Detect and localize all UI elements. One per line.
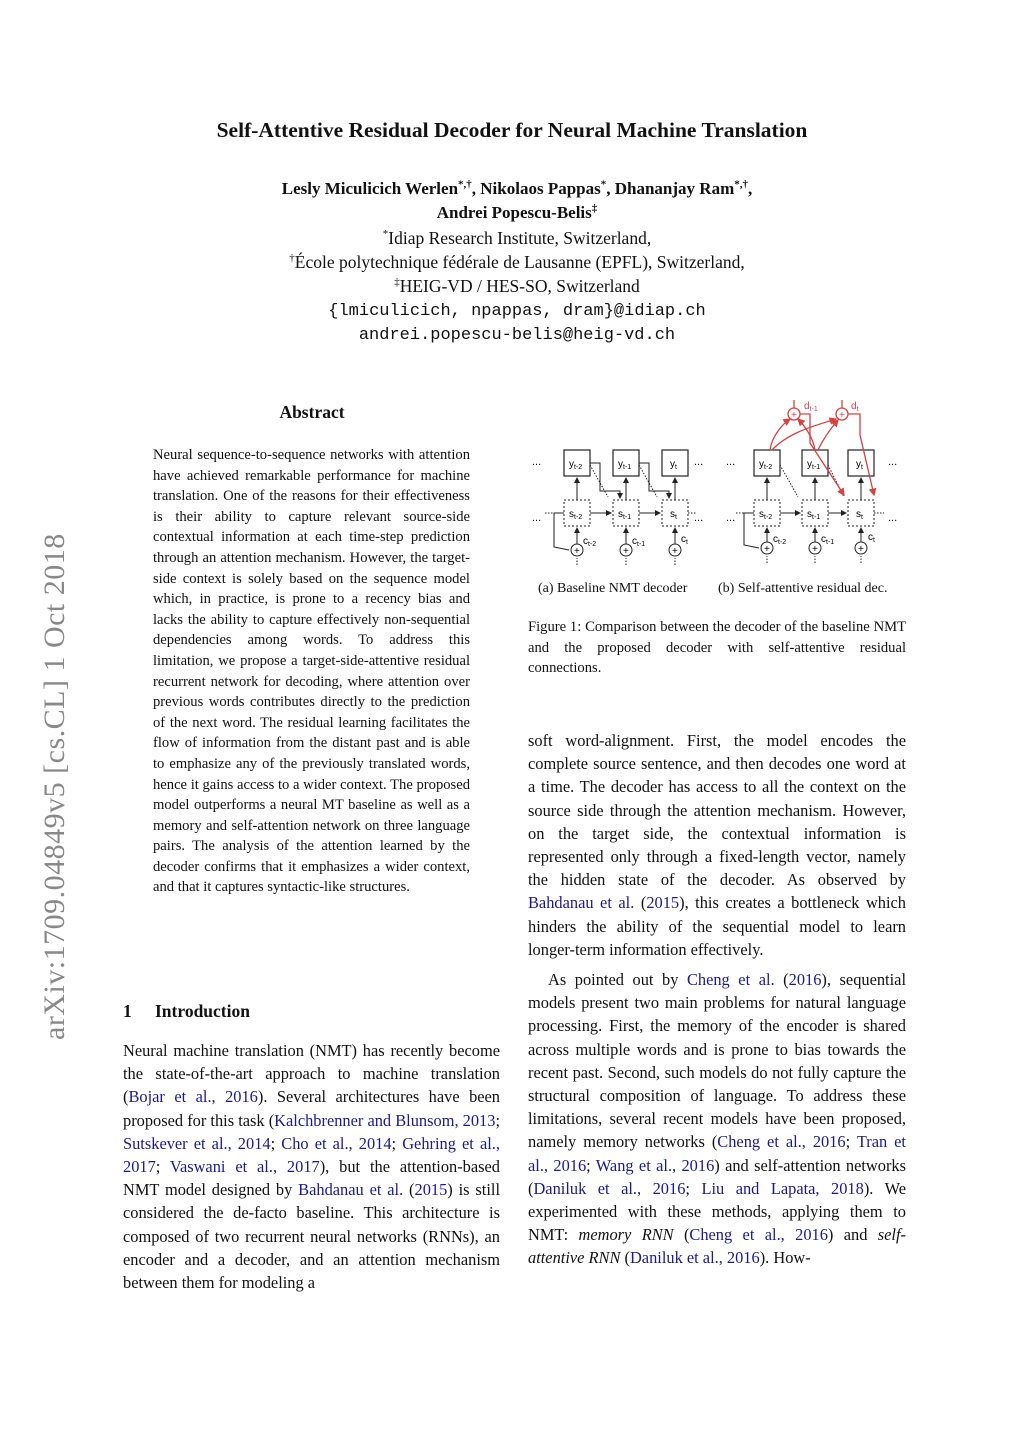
paper-title: Self-Attentive Residual Decoder for Neural Machine Translation	[216, 118, 808, 142]
text-run: ). We experimented with these methods, applying them to NMT:	[528, 1178, 906, 1245]
text-run: ;	[586, 1155, 596, 1175]
state-s-box	[662, 500, 688, 526]
output-y-box	[754, 450, 780, 476]
output-y-box	[613, 450, 639, 476]
text-run: ) and	[827, 1225, 878, 1245]
text-run: ), but the attention-based NMT model designed by	[123, 1157, 500, 1200]
citation-year-link[interactable]: 2015	[414, 1180, 448, 1200]
text-run: , sequential models present two main problems for natural language processing. First, the memory of the encoder is shared across multiple words and is prone to bias towards the recent past. Second, such models do not fully capture the structural composition of language. To address these limitations, several recent models have been proposed, namely memory networks (	[528, 970, 906, 1152]
text-run: Neural machine translation (NMT) has recently become the state-of-the-art approach to machine translation (	[123, 1041, 500, 1107]
text-run: As pointed out by	[548, 970, 687, 990]
author-name: , Dhananjay Ram	[606, 179, 735, 198]
affiliation-mark: *	[382, 228, 389, 241]
plus-sign: +	[672, 546, 678, 557]
y-label: $y_{t-2}$	[759, 459, 773, 471]
c-label: $c_{t-1}$	[821, 534, 835, 546]
subcaption-a: (a) Baseline NMT decoder	[538, 581, 688, 596]
paragraph: soft word-alignment. First, the model encodes the complete source sentence, and then decodes one word at a time. The decoder has access to all the context on the source side through the attention mechanism. However, on the target side, the contextual information is represented only through a fixed-length vector, namely the hidden state of the decoder. As observed by Bahdanau et al. (2015), this creates a bottleneck which hinders the ability of the sequential model to learn longer-term information effectively.	[528, 731, 906, 959]
author-mark: *,†	[458, 178, 472, 191]
text-run: ;	[495, 1110, 500, 1130]
text-run: (	[673, 1225, 690, 1245]
affiliation-1	[0, 226, 1024, 250]
text-run: ). Several architectures have been proposed for this task (	[123, 1087, 501, 1130]
affiliation-text: Idiap Research Institute, Switzerland,	[388, 228, 652, 248]
affiliation-mark: ‡	[394, 276, 400, 289]
emphasis: memory RNN	[578, 1225, 674, 1245]
plus-sign: +	[791, 410, 797, 421]
plus-sign: +	[812, 544, 818, 555]
abstract-text: Neural sequence-to-sequence networks with attention have achieved remarkable performance for machine translation. One of the reasons for their effectiveness is their ability to capture relevant source-side contextual information at each time-step prediction through an attention mechanism. However, the target-side context is solely based on the sequence model which, in practice, is prone to a recency bias and lacks the ability to capture effectively non-sequential dependencies among words. To address this limitation, we propose a target-side-attentive residual recurrent network for decoding, where attention over previous words contributes directly to the prediction of the next word. The residual learning facilitates the flow of information from the distant past and is able to emphasize any of the previously translated words, hence it gains access to a wider context. The proposed model outperforms a neural MT baseline as well as a memory and self-attention network on three language pairs. The analysis of the attention learned by the decoder confirms that it emphasizes a wider context, and that it captures syntactic-like structures.	[153, 447, 470, 896]
panel-b	[726, 400, 897, 563]
c-label: $c_{t-2}$	[773, 534, 787, 546]
author-name: Andrei Popescu-Belis	[436, 203, 592, 222]
ellipsis-label: ...	[888, 512, 898, 524]
state-s-box	[802, 500, 828, 526]
author-separator: ,	[747, 179, 753, 198]
citation-link[interactable]: Cheng et al.	[686, 970, 775, 990]
text-run: ;	[270, 1133, 282, 1153]
citation-link[interactable]: Cho et al., 2014	[281, 1133, 392, 1153]
y-label: $y_t$	[856, 459, 863, 471]
email-line-2: andrei.popescu-belis@heig-vd.ch	[358, 326, 676, 345]
c-label: $c_t$	[868, 532, 875, 544]
author-line-2	[0, 202, 1024, 224]
citation-link[interactable]: Wang et al., 2016	[595, 1155, 715, 1175]
ellipsis-label: ...	[694, 456, 704, 468]
c-label: $c_{t-1}$	[632, 536, 646, 548]
output-y-box	[662, 450, 688, 476]
figure-caption: Figure 1: Comparison between the decoder of the baseline NMT and the proposed decoder with self-attentive residual connections.	[528, 619, 906, 677]
citation-link[interactable]: Daniluk et al., 2016	[533, 1178, 686, 1198]
emphasis: self-attentive RNN	[528, 1225, 906, 1268]
ellipsis-label: ...	[726, 456, 736, 468]
c-label: $c_t$	[681, 534, 688, 546]
text-run: ;	[155, 1157, 170, 1177]
text-run: , this creates a bottleneck which hinders the ability of the sequential model to learn longer-term information effectively.	[528, 893, 906, 959]
paragraph: As pointed out by Cheng et al. (2016), sequential models present two main problems for natural language processing. First, the memory of the encoder is shared across multiple words and is prone to bias towards the recent past. Second, such models do not fully capture the structural composition of language. To address these limitations, several recent models have been proposed, namely memory networks (Cheng et al., 2016; Tran et al., 2016; Wang et al., 2016) and self-attention networks (Daniluk et al., 2016; Liu and Lapata, 2018). We experimented with these methods, applying them to NMT: memory RNN (Cheng et al., 2016) and self-attentive RNN (Daniluk et al., 2016). How-	[528, 970, 906, 1268]
plus-sign: +	[858, 544, 864, 555]
text-run: ) and self-attention networks (	[528, 1155, 906, 1198]
arxiv-identifier: arXiv:1709.04849v5 [cs.CL] 1 Oct 2018	[38, 533, 71, 1040]
author-mark: ‡	[591, 202, 598, 215]
abstract-heading: Abstract	[279, 402, 345, 422]
state-s-box	[564, 500, 590, 526]
citation-link[interactable]: Bahdanau et al.	[298, 1180, 404, 1200]
citation-link[interactable]: Gehring et al., 2017	[123, 1133, 500, 1177]
author-line-1	[0, 178, 1024, 200]
output-y-box	[848, 450, 874, 476]
author-mark: *,†	[734, 178, 748, 191]
c-label: $c_{t-2}$	[583, 536, 597, 548]
plus-sign: +	[839, 410, 845, 421]
citation-link[interactable]: Kalchbrenner and Blunsom, 2013	[274, 1110, 496, 1130]
citation-link[interactable]: Vaswani et al., 2017	[169, 1157, 320, 1177]
d-label: $d_{t-1}$	[804, 401, 818, 413]
citation-link[interactable]: Cheng et al., 2016	[717, 1132, 846, 1152]
ellipsis-label: ...	[726, 512, 736, 524]
author-name: , Nikolaos Pappas	[471, 179, 601, 198]
citation-link[interactable]: Tran et al., 2016	[528, 1132, 906, 1175]
y-label: $y_t$	[670, 459, 677, 471]
section-number: 1	[123, 1001, 132, 1021]
citation-link[interactable]: Sutskever et al., 2014	[123, 1133, 271, 1153]
citation-link[interactable]: Liu and Lapata, 2018	[701, 1178, 864, 1198]
right-column-text	[528, 729, 906, 1270]
y-label: $y_{t-1}$	[807, 459, 821, 471]
affiliation-text: HEIG-VD / HES-SO, Switzerland	[399, 276, 640, 296]
s-label: $s_{t-1}$	[807, 509, 821, 521]
state-s-box	[754, 500, 780, 526]
ellipsis-label: ...	[888, 456, 898, 468]
section-title: Introduction	[155, 1001, 250, 1021]
output-y-box	[802, 450, 828, 476]
s-label: $s_t$	[670, 509, 677, 521]
subcaption-b: (b) Self-attentive residual dec.	[718, 581, 888, 596]
plus-sign: +	[623, 546, 629, 557]
s-label: $s_{t-1}$	[618, 509, 632, 521]
ellipsis-label: ...	[532, 512, 542, 524]
author-mark: *	[600, 178, 607, 191]
author-name: Lesly Miculicich Werlen	[281, 179, 459, 198]
text-run: soft word-alignment. First, the model encodes the complete source sentence, and then decodes one word at a time. The decoder has access to all the context on the source side through the attention mechanism. However, on the target side, the contextual information is represented only through a fixed-length vector, namely the hidden state of the decoder. As observed by	[528, 731, 906, 890]
text-run: ). How-	[759, 1248, 811, 1268]
citation-year-link[interactable]: 2016	[788, 970, 822, 990]
plus-sign: +	[764, 544, 770, 555]
text-run: ;	[845, 1132, 857, 1152]
text-run: ;	[685, 1178, 702, 1198]
residual-connections	[770, 400, 874, 495]
citation-link[interactable]: Daniluk et al., 2016	[629, 1248, 760, 1268]
citation-link[interactable]: Cheng et al., 2016	[689, 1225, 828, 1245]
section-heading	[123, 1001, 250, 1022]
s-label: $s_t$	[856, 509, 863, 521]
ellipsis-label: ...	[532, 456, 542, 468]
intro-paragraph: Neural machine translation (NMT) has recently become the state-of-the-art approach to machine translation (Bojar et al., 2016). Several architectures have been proposed for this task (Kalchbrenner and Blunsom, 2013; Sutskever et al., 2014; Cho et al., 2014; Gehring et al., 2017; Vaswani et al., 2017), but the attention-based NMT model designed by Bahdanau et al. (2015) is still considered the de-facto baseline. This architecture is composed of two recurrent neural networks (RNNs), an encoder and a decoder, and an attention mechanism between them for modeling a	[123, 1041, 501, 1293]
text-run: ;	[391, 1133, 403, 1153]
s-label: $s_{t-2}$	[759, 509, 773, 521]
output-y-box	[564, 450, 590, 476]
state-s-box	[613, 500, 639, 526]
email-line-1: {lmiculicich, npappas, dram}@idiap.ch	[328, 302, 706, 321]
affiliation-text: École polytechnique fédérale de Lausanne (EPFL), Switzerland,	[294, 252, 745, 272]
y-label: $y_{t-2}$	[569, 459, 583, 471]
text-run: is still considered the de-facto baseline. This architecture is composed of two recurrent neural networks (RNNs), an encoder and a decoder, and an attention mechanism between them for modeling a	[123, 1180, 501, 1293]
affiliation-2	[0, 250, 1024, 274]
y-label: $y_{t-1}$	[618, 459, 632, 471]
affiliation-mark: †	[289, 252, 295, 265]
figure-1-diagram	[528, 395, 906, 575]
ellipsis-label: ...	[694, 512, 704, 524]
citation-year-link[interactable]: 2015	[646, 893, 680, 913]
plus-sign: +	[574, 546, 580, 557]
s-label: $s_{t-2}$	[569, 509, 583, 521]
citation-link[interactable]: Bahdanau et al.	[528, 893, 635, 913]
panel-a	[532, 450, 703, 565]
text-run: (	[620, 1248, 630, 1268]
citation-link[interactable]: Bojar et al., 2016	[128, 1087, 258, 1107]
state-s-box	[848, 500, 874, 526]
d-label: $d_t$	[851, 401, 859, 413]
affiliation-3	[0, 274, 1024, 298]
